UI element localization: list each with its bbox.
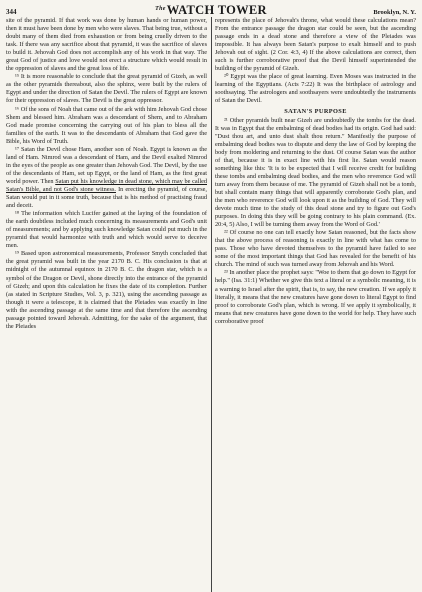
underlined-text: Satan put his knowledge in dead stone, which may be called Satan's Bible, and not God's stone witness. [6,177,207,193]
masthead [155,3,267,18]
page-header [6,3,416,18]
paragraph: ¹⁸ The information which Lucifer gained at the laying of the foundation of the earth doubtless included much concerning its measurements and God's unit of measurements; and by applying such knowledge Satan could put much in the pyramid that would harmonize with truth and which would serve to deceive men. [6,210,207,250]
section-heading: SATAN'S PURPOSE [284,107,347,115]
paragraph-text: In erecting the pyramid, of course, Satan would put in it some truth, because that is his method of practising fraud and deceit. [6,185,207,210]
masthead-title: WATCH TOWER [166,3,267,17]
column-divider [211,17,212,592]
paragraph: ¹⁶ Of the sons of Noah that came out of the ark with him Jehovah God chose Shem and blessed him. Abraham was a descendant of Shem, and to Abraham God made promise concerning the carrying out of his plan to bless all the families of the earth. It was to the descendants of Abraham that God gave the Bible, his Word of Truth. [6,105,207,145]
masthead-prefix: The [155,6,166,12]
paragraph: ²¹ Other pyramids built near Gizeh are undoubtedly the tombs for the dead. It was in Egypt that the embalming of dead bodies had its origin. God had said: "Dust thou art, and unto dust shalt thou return." Manifestly the purpose of embalming dead bodies was to dispute and deny the law of God by keeping the body from moldering and returning to the dust. Of course Satan was the author of that, because it is in exact line with his first lie. Satan would reason something like this: 'It is to be expected that I will receive credit for building these tombs and embalming dead bodies, and the men who reverence God will turn away from them because of me. The pyramid of Gizeh shall not be a tomb, but shall contain many things that will apparently corroborate God's plan, and the men who reverence God will look upon it as the building of God. They will devote much time to the study of this dead stone and try to figure out God's purposes. In doing this they will be going contrary to his plain command. (Ex. 20:4, 5) Also, I will be turning them away from the Word of God.' [215,116,416,229]
article-body [6,17,416,592]
paragraph: ²⁰ Egypt was the place of great learning. Even Moses was instructed in the learning of the Egyptians. (Acts 7:22) It was the birthplace of astrology and soothsaying. The astrologers and soothsayers were undoubtedly the instruments of Satan the Devil. [215,73,416,105]
paragraph: represents the place of Jehovah's throne, what would these calculations mean? From the entrance passage the dragon star could be seen, but the ascending passage ends in a dead stone and therefore a view of the Pleiades was impossible. It has always been Satan's purpose to exalt himself and to push Jehovah out of sight. (2 Cor. 4:3, 4) If the above calculations are correct, then such is further corroborative proof that the Devil himself superintended the building of the pyramid of Gizeh. [215,17,416,73]
page-number: 344 [6,8,17,16]
paragraph [6,146,207,210]
dateline: Brooklyn, N. Y. [373,9,416,16]
right-column [215,17,416,592]
paragraph: ¹⁹ Based upon astronomical measurements, Professor Smyth concluded that the great pyramid was built in the year 2170 B. C. His conclusion is that at midnight of the autumnal equinox in 2170 B. C. the dragon star, which is a symbol of the Dragon or Devil, shone directly into the entrance of the pyramid of Gizeh; and upon this calculation he fixes the date of its completion. Further (as stated in Scripture Studies, Vol. 3, p. 321), using the ascending passage as though it were a telescope, it is claimed that the Pleiades was exactly in line with the ascending passage at the same time and that therefore the ascending passage pointed toward Jehovah. Admitting, for the sake of the argument, that the Pleiades [6,250,207,330]
paragraph: ²² Of course no one can tell exactly how Satan reasoned, but the facts show that the above process of reasoning is exactly in line with what has come to pass. Those who have devoted themselves to the pyramid have failed to see some of the most important things that God has revealed for the benefit of his church. The mind of such was turned away from Jehovah and his Word. [215,229,416,269]
paragraph: ²³ In another place the prophet says: "Woe to them that go down to Egypt for help." (Isa. 31:1) Whether we give this text a literal or a symbolic meaning, it is a warning to Israel after the spirit, that is, to say, the new creation. If we apply it literally, it means that the new creatures have gone down to literal Egypt to find proof to corroborate God's plan, which is wrong. If we apply it symbolically, it means that new creatures have gone down to the world for help. They have such corroborative proof [215,269,416,325]
left-column [6,17,207,592]
paragraph: site of the pyramid. If that work was done by human hands or human power, then it must have been done by men who were slaves. That being true, without a doubt many of them died from exhaustion or from being cruelly driven to the task. If there was any sacrifice about that pyramid, it was the sacrifice of slaves to build it. Jehovah God does not accomplish any of his work in that way. The great God of justice and love would not erect a structure which would result in the oppression of slaves and the great loss of life. [6,17,207,73]
paragraph-text: ¹⁷ Satan the Devil chose Ham, another son of Noah. Egypt is known as the land of Ham. Nimrod was a descendant of Ham, and the Devil exalted Nimrod in the eyes of the people as one greater than Jehovah God. The Devil, by the use of the descendants of Ham, set up Egypt, or the land of Ham, as the first great world power. Then [6,145,207,185]
paragraph: ¹⁵ It is more reasonable to conclude that the great pyramid of Gizeh, as well as the other pyramids thereabout, also the sphinx, were built by the rulers of Egypt and under the direction of Satan the Devil. The rulers of Egypt are known for their oppression of slaves. The Devil is the great oppressor. [6,73,207,105]
